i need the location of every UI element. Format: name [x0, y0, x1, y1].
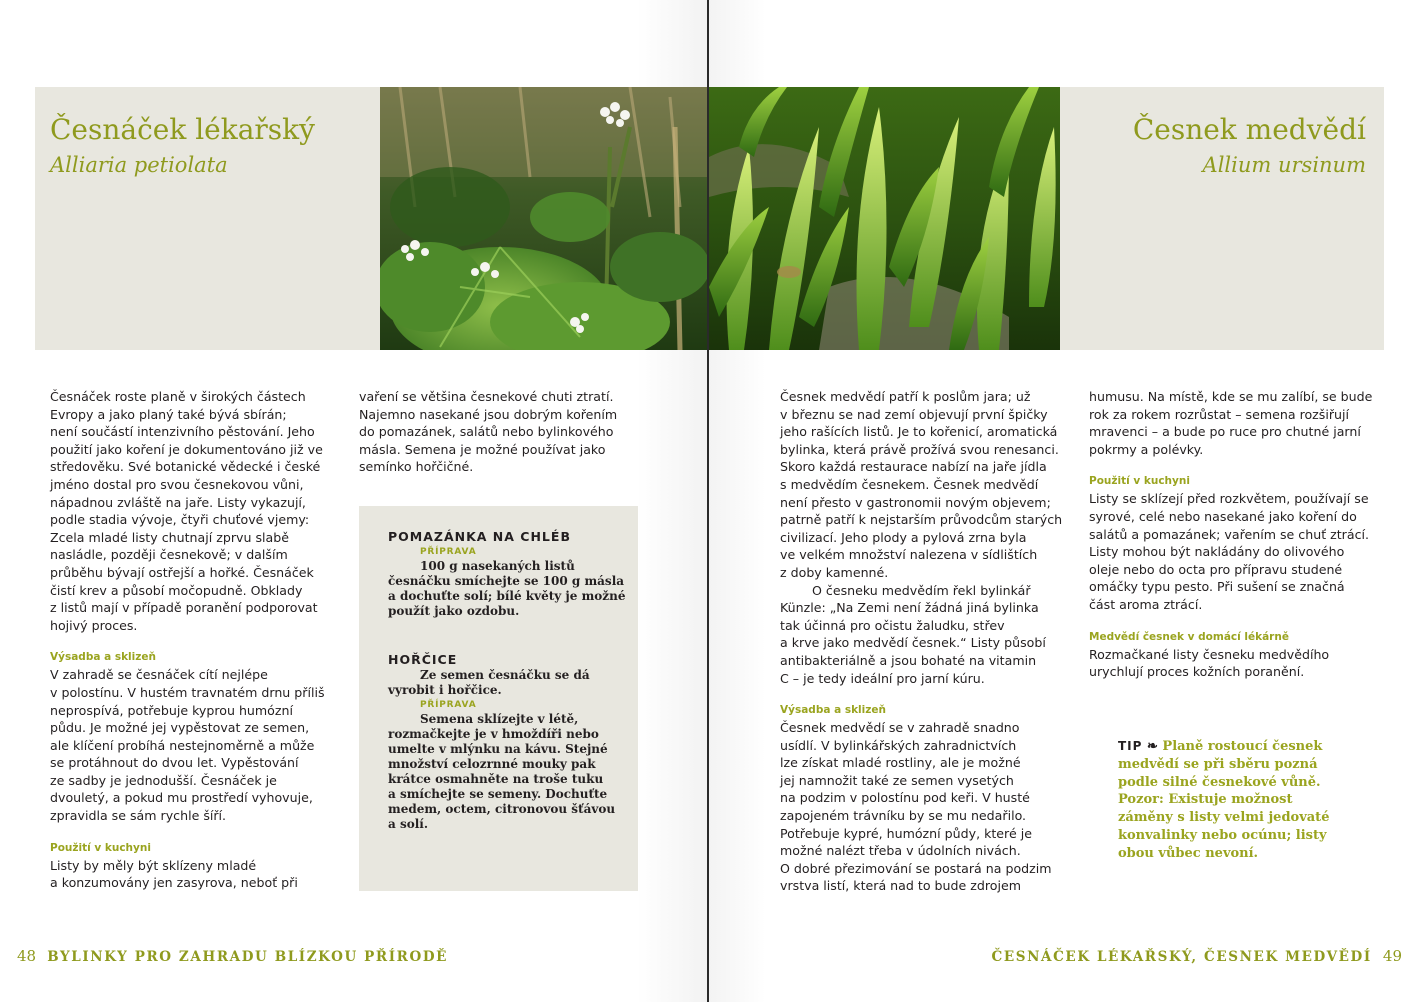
page-number: 48 — [17, 947, 37, 965]
right-page — [709, 0, 1419, 1002]
intro-paragraph: Česnáček roste planě v širokých částech Evropy a jako planý také bývá sbírán; není součástí intenzivního pěstování. Jeho použití jako koření je dokumentováno již ve středověku. Své botanické vědecké i české jméno dostal pro svou česnekovou vůni, nápadnou zvláště na jaře. Listy vykazují, podle stadia vývoje, čtyři chuťové vjemy: Zcela mladé listy chutnají zprvu slabě nasládle, později česnekově; v dalším průběhu bývají ostřejší a hořké. Česnáček čistí krev a působí močopudně. Obklady z listů mají v případě poranění podporovat hojivý proces. — [50, 389, 323, 633]
recipe-prep-label: PŘÍPRAVA — [420, 547, 477, 557]
recipe-title: POMAZÁNKA NA CHLÉB — [388, 529, 571, 544]
subheading-kitchen: Použití v kuchyni — [50, 841, 151, 854]
planting-paragraph: Česnek medvědí se v zahradě snadno usídlí. V bylinkářských zahradnictvích lze získat mladé rostliny, ale je možné jej namnožit také ze semen vysetých na podzim v polostínu pod keři. V husté zapojeném trávníku by se mu nedařilo. Potřebuje kypré, humózní půdy, které je možné nalézt třeba v údolních nivách. O dobré přezimování se postará na podzim vrstva listí, která nad to bude zdrojem — [780, 720, 1052, 894]
pharmacy-paragraph: Rozmačkané listy česneku medvědího urychlují proces kožních poranění. — [1089, 646, 1330, 680]
leaf-ornament-icon: ❧ — [1146, 739, 1158, 754]
page-footer-right — [991, 946, 1402, 965]
recipe-title: HOŘČICE — [388, 652, 458, 667]
page-number: 49 — [1382, 947, 1402, 965]
text-column-2-left: vaření se většina česnekové chuti ztratí. Najemno nasekané jsou dobrým kořením do pomazánek, salátů nebo bylinkového másla. Semena je možné používat jako semínko hořčičné. — [359, 389, 618, 475]
tip-box: TIP ❧ Planě rostoucí česnek medvědí se při sběru pozná podle silné česnekové vůně. Pozor: Existuje možnost záměny s listy velmi jedovaté konvalinky nebo ocúnu; listy obou vůbec nevoní. — [1118, 739, 1330, 861]
subheading-planting: Výsadba a sklizeň — [780, 704, 886, 717]
plant-title-right: Česnek medvědí — [1132, 113, 1366, 146]
tip-label: TIP — [1118, 739, 1143, 753]
recipe-mustard: HOŘČICE Ze semen česnáčku se dá vyrobit i hořčice. PŘÍPRAVA Semena sklízejte v létě, rozmačkejte je v hmoždíři nebo umelte v mlýnku na kávu. Stejné množství celozrnné mouky pak krátce osmahněte na troše tuku a smíchejte se semeny. Dochuťte medem, octem, citronovou šťávou a solí. — [388, 652, 616, 831]
continued-paragraph: humusu. Na místě, kde se mu zalíbí, se bude rok za rokem rozrůstat – semena rozšiřují mravenci – a bude po ruce pro chutné jarní pokrmy a polévky. — [1089, 389, 1373, 457]
subheading-planting: Výsadba a sklizeň — [50, 651, 156, 664]
garlic-mustard-photo — [380, 87, 708, 350]
recipe-spread: POMAZÁNKA NA CHLÉB PŘÍPRAVA 100 g nasekaných listů česnáčku smíchejte se 100 g másla a dochuťte solí; bílé květy je možné použít jako ozdobu. — [388, 529, 626, 618]
plant-latin-name-right: Allium ursinum — [1202, 153, 1366, 177]
text-column-2-right — [1089, 388, 1372, 681]
text-column-1-left — [50, 388, 325, 892]
kitchen-paragraph: Listy by měly být sklízeny mladé a konzumovány jen zasyrova, neboť při — [50, 857, 298, 891]
kitchen-paragraph: Listy se sklízejí před rozkvětem, používají se syrové, celé nebo nasekané jako koření do salátů a pomazánek; vařením se chuť ztrácí. Listy mohou být nakládány do olivového oleje nebo do octa pro přípravu studené omáčky typu pesto. Při sušení se značná část aroma ztrácí. — [1089, 491, 1370, 612]
wild-garlic-photo — [709, 87, 1060, 350]
text-column-1-right — [780, 388, 1062, 895]
recipe-prep-label: PŘÍPRAVA — [420, 700, 477, 710]
left-page — [0, 0, 708, 1002]
running-title: ČESNÁČEK LÉKAŘSKÝ, ČESNEK MEDVĚDÍ — [991, 949, 1372, 965]
subheading-home-pharmacy: Medvědí česnek v domácí lékárně — [1089, 630, 1289, 643]
intro-paragraph: Česnek medvědí patří k poslům jara; už v březnu se nad zemí objevují první špičky jeho rašících listů. Je to kořenicí, aromatická bylinka, která právě prožívá svou renesanci. Skoro každá restaurace nabízí na jaře jídla s medvědím česnekem. Česnek medvědí není přesto v gastronomii novým objevem; patrně patří k nejstarším průvodcům starých civilizací. Jeho plody a pylová zrna byla ve velkém množství nalezena v sídlištích z doby kamenné. — [780, 389, 1063, 580]
plant-title-left: Česnáček lékařský — [50, 113, 315, 146]
quote-paragraph: O česneku medvědím řekl bylinkář Künzle: „Na Zemi není žádná jiná bylinka tak účinná pro očistu žaludku, střev a krve jako medvědí česnek.“ Listy působí antibakteriálně a jsou bohaté na vitamin C – je tedy ideální pro jarní kúru. — [780, 582, 1046, 686]
running-title: BYLINKY PRO ZAHRADU BLÍZKOU PŘÍRODĚ — [47, 949, 449, 965]
plant-latin-name-left: Alliaria petiolata — [50, 153, 228, 177]
subheading-kitchen: Použití v kuchyni — [1089, 475, 1190, 488]
page-footer-left — [17, 946, 448, 965]
planting-paragraph: V zahradě se česnáček cítí nejlépe v polostínu. V hustém travnatém drnu příliš neprospívá, potřebuje kyprou humózní půdu. Je možné jej vypěstovat ze semen, ale klíčení probíhá nestejnoměrně a může se protáhnout do dvou let. Vypěstování ze sadby je jednodušší. Česnáček je dvouletý, a pokud mu prostředí vyhovuje, zpravidla se sám rychle šíří. — [50, 667, 325, 824]
